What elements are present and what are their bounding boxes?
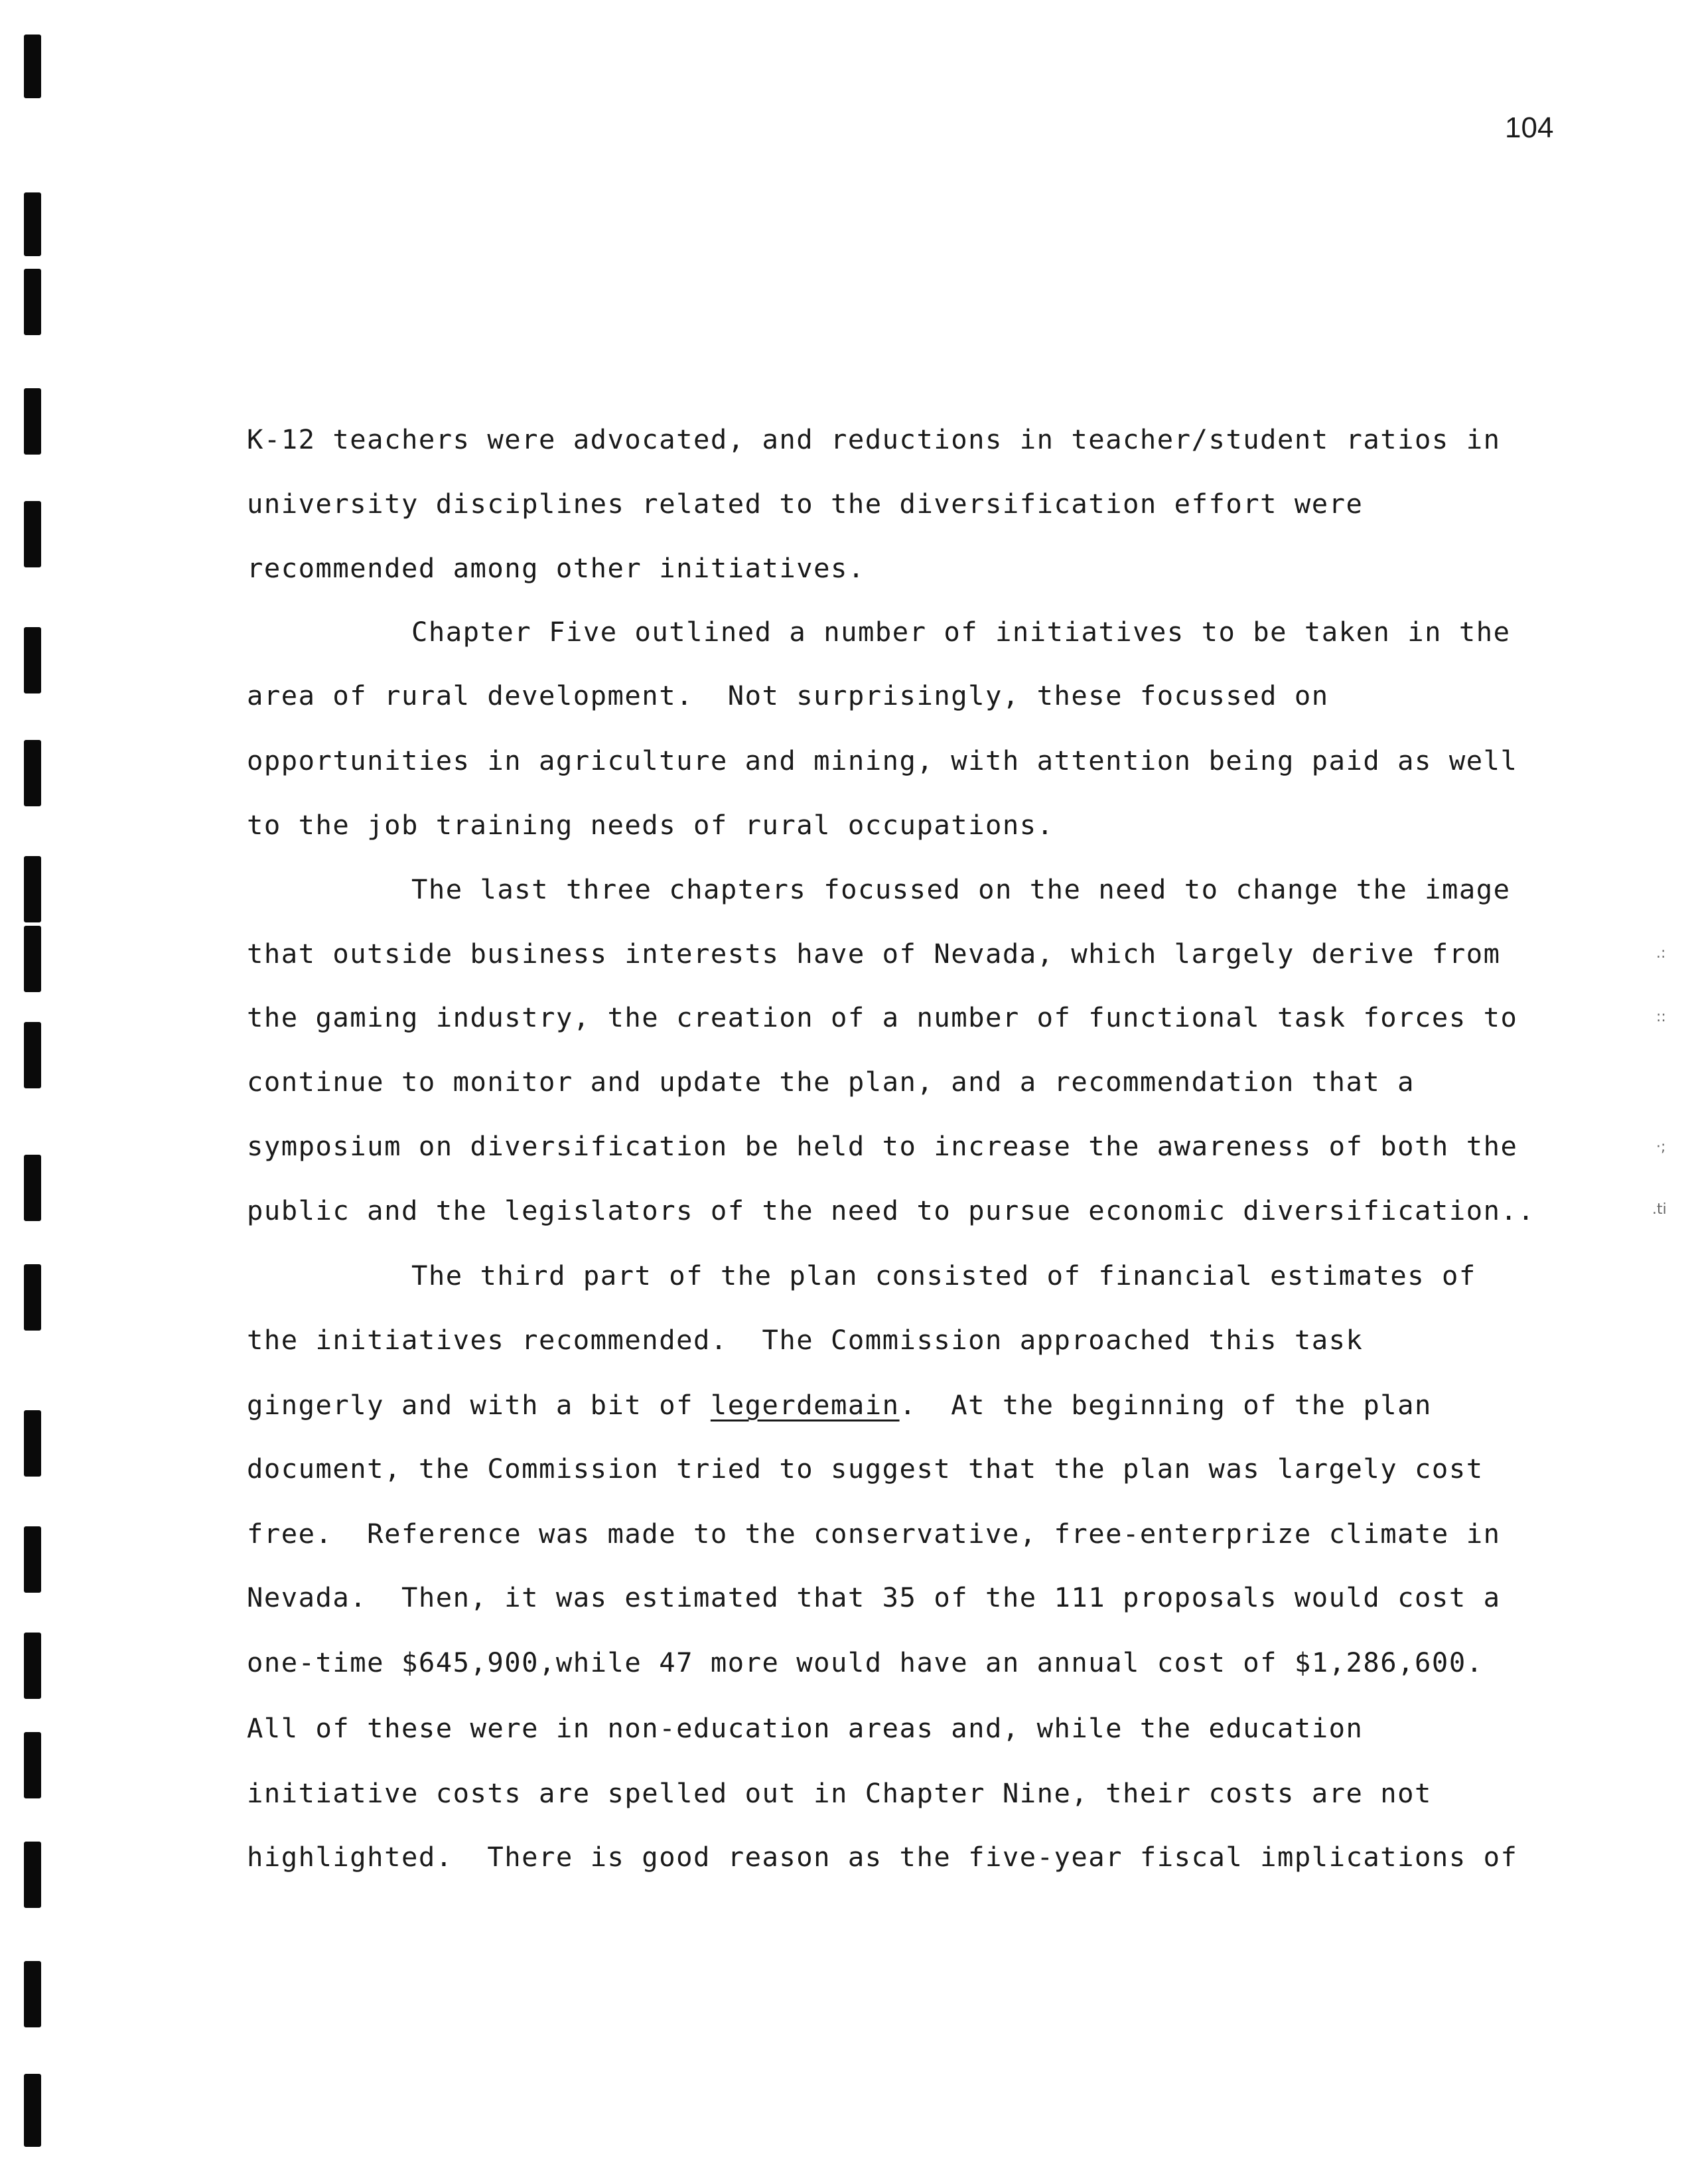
text-line: opportunities in agriculture and mining, with attention being paid as well xyxy=(247,745,1518,776)
text-segment: . At the beginning of the plan xyxy=(899,1389,1432,1421)
text-line: one-time $645,900,while 47 more would have an annual cost of $1,286,600. xyxy=(247,1646,1484,1678)
text-line: area of rural development. Not surprisingly, these focussed on xyxy=(247,680,1329,711)
text-line: document, the Commission tried to suggest that the plan was largely cost xyxy=(247,1453,1484,1485)
binding-mark xyxy=(24,740,41,806)
page-number: 104 xyxy=(1505,111,1554,144)
binding-mark xyxy=(24,926,41,992)
text-line: to the job training needs of rural occupations. xyxy=(247,809,1054,841)
binding-mark xyxy=(24,388,41,455)
text-line: All of these were in non-education areas and, while the education xyxy=(247,1712,1364,1744)
binding-mark xyxy=(24,627,41,693)
binding-mark xyxy=(24,1961,41,2027)
text-line: initiative costs are spelled out in Chapter Nine, their costs are not xyxy=(247,1777,1432,1809)
text-line: The last three chapters focussed on the need to change the image xyxy=(411,873,1511,905)
text-segment: gingerly and with a bit of xyxy=(247,1389,711,1421)
text-line: Nevada. Then, it was estimated that 35 of the 111 proposals would cost a xyxy=(247,1581,1501,1613)
binding-mark xyxy=(24,1842,41,1908)
text-line: K-12 teachers were advocated, and reductions in teacher/student ratios in xyxy=(247,423,1501,455)
binding-mark xyxy=(24,1155,41,1221)
binding-mark xyxy=(24,501,41,567)
underlined-word: legerdemain xyxy=(710,1389,900,1421)
text-line: highlighted. There is good reason as the five-year fiscal implications of xyxy=(247,1841,1518,1873)
binding-mark xyxy=(24,2074,41,2147)
binding-marks xyxy=(24,0,44,2184)
binding-mark xyxy=(24,192,41,256)
binding-mark xyxy=(24,1732,41,1798)
margin-speck: :: xyxy=(1656,1009,1666,1025)
binding-mark xyxy=(24,1526,41,1593)
text-line: university disciplines related to the diversification effort were xyxy=(247,488,1364,520)
text-line: symposium on diversification be held to increase the awareness of both the xyxy=(247,1130,1518,1162)
text-line: continue to monitor and update the plan, and a recommendation that a xyxy=(247,1066,1415,1098)
text-line: that outside business interests have of Nevada, which largely derive from xyxy=(247,938,1501,970)
text-line xyxy=(247,1389,1432,1421)
binding-mark xyxy=(24,35,41,98)
text-line: public and the legislators of the need to pursue economic diversification.. xyxy=(247,1195,1535,1226)
text-line: the initiatives recommended. The Commission approached this task xyxy=(247,1324,1364,1356)
text-line: the gaming industry, the creation of a number of functional task forces to xyxy=(247,1001,1518,1033)
binding-mark xyxy=(24,856,41,922)
binding-mark xyxy=(24,1410,41,1477)
binding-mark xyxy=(24,1633,41,1699)
margin-speck: .ti xyxy=(1652,1201,1667,1218)
margin-speck: ·; xyxy=(1656,1139,1666,1155)
binding-mark xyxy=(24,269,41,335)
text-line: free. Reference was made to the conservative, free-enterprize climate in xyxy=(247,1518,1501,1550)
text-line: Chapter Five outlined a number of initiatives to be taken in the xyxy=(411,616,1511,648)
binding-mark xyxy=(24,1264,41,1331)
binding-mark xyxy=(24,1022,41,1088)
text-line: recommended among other initiatives. xyxy=(247,552,865,584)
text-line: The third part of the plan consisted of financial estimates of xyxy=(411,1260,1476,1291)
margin-speck: .: xyxy=(1656,945,1666,962)
